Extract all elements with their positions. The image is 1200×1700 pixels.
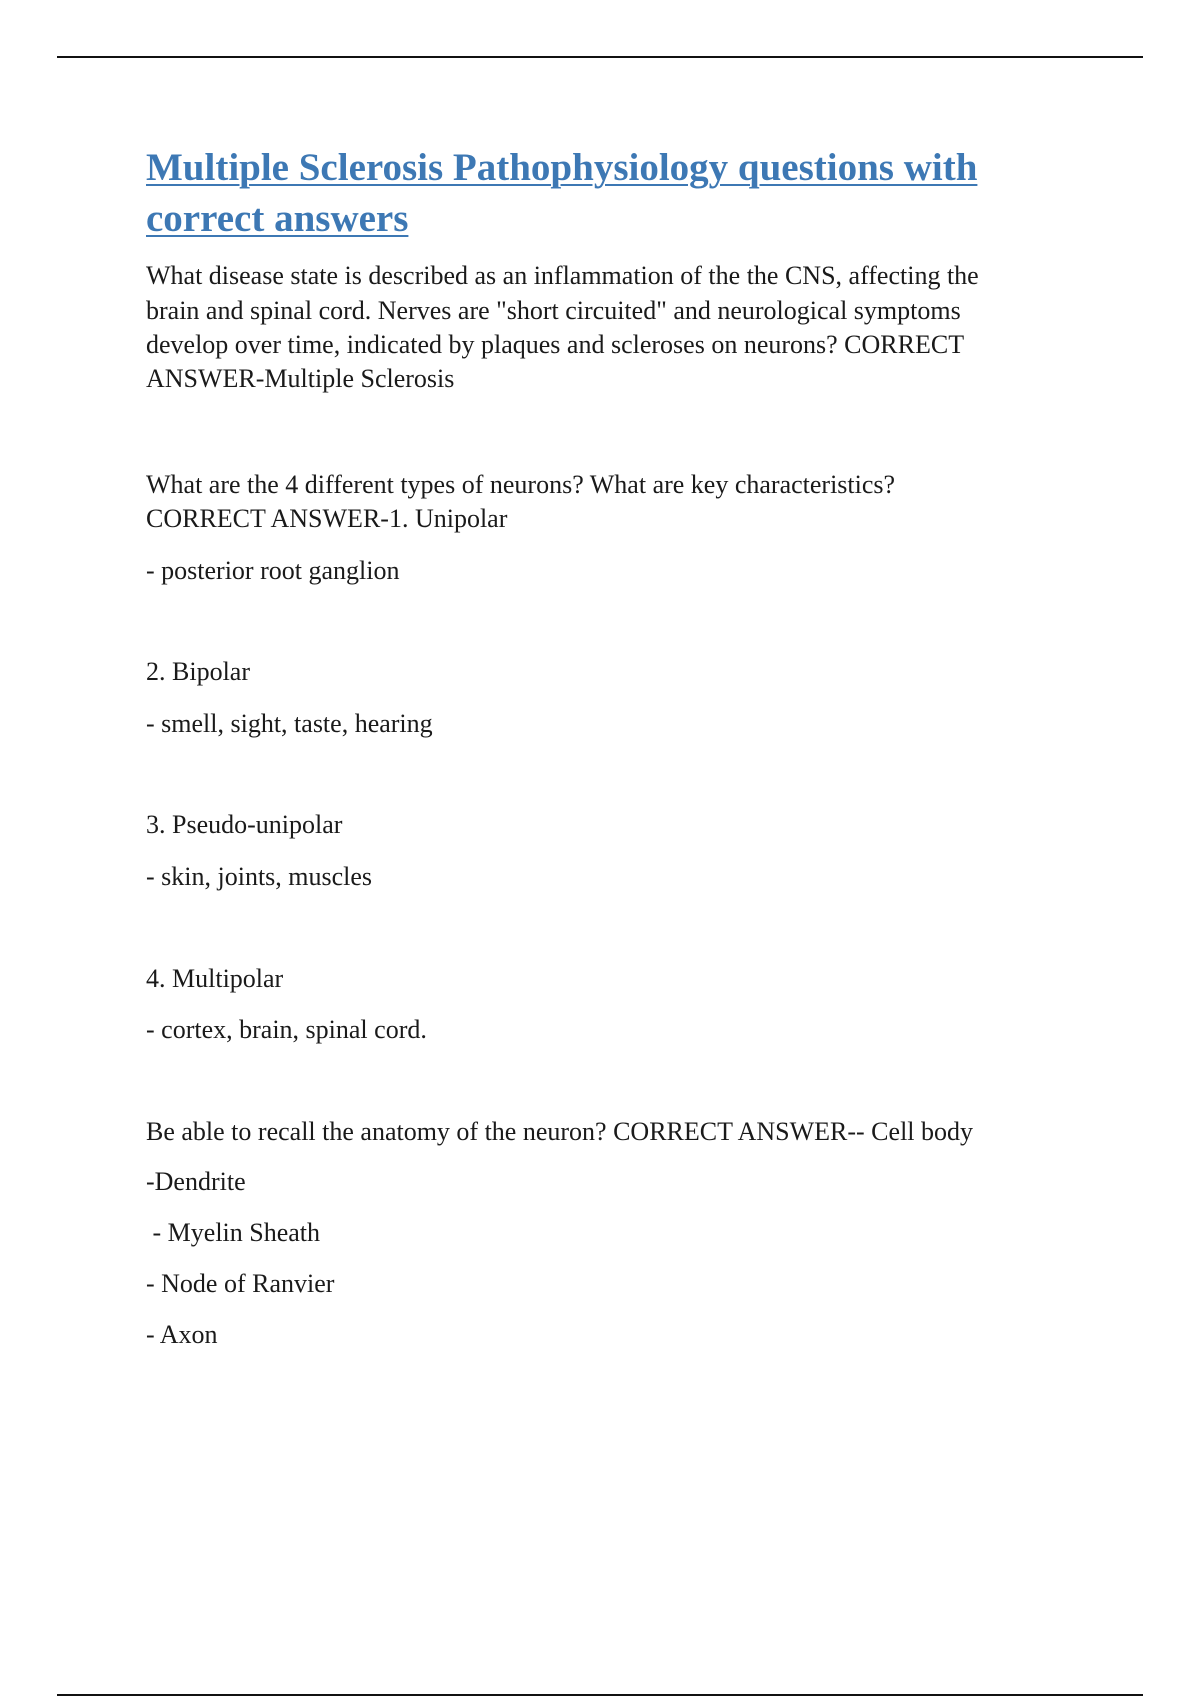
q1-line-4: ANSWER-Multiple Sclerosis bbox=[146, 364, 455, 393]
q2-line-2: CORRECT ANSWER-1. Unipolar bbox=[146, 504, 508, 533]
document-title: Multiple Sclerosis Pathophysiology questions with correct answers bbox=[146, 146, 978, 240]
top-rule bbox=[57, 56, 1143, 58]
q3-item-ranvier: - Node of Ranvier bbox=[146, 1269, 335, 1298]
q3-question: Be able to recall the anatomy of the neuron? CORRECT ANSWER-- Cell body bbox=[146, 1117, 974, 1146]
q2-item-posterior: - posterior root ganglion bbox=[146, 556, 400, 585]
q2-item-pseudo: 3. Pseudo-unipolar bbox=[146, 810, 343, 839]
q2-item-multipolar-desc: - cortex, brain, spinal cord. bbox=[146, 1015, 427, 1044]
q3-item-myelin: - Myelin Sheath bbox=[146, 1218, 321, 1247]
q3-item-dendrite: -Dendrite bbox=[146, 1167, 246, 1196]
q1-line-3: develop over time, indicated by plaques and scleroses on neurons? CORRECT bbox=[146, 330, 965, 359]
q2-item-pseudo-desc: - skin, joints, muscles bbox=[146, 862, 373, 891]
q2-line-1: What are the 4 different types of neurons? What are key characteristics? bbox=[146, 470, 896, 499]
q3-item-axon: - Axon bbox=[146, 1320, 218, 1349]
q1-line-1: What disease state is described as an inflammation of the the CNS, affecting the bbox=[146, 261, 979, 290]
bottom-rule bbox=[57, 1694, 1143, 1696]
q2-item-bipolar: 2. Bipolar bbox=[146, 657, 250, 686]
q2-item-multipolar: 4. Multipolar bbox=[146, 964, 284, 993]
q2-item-bipolar-desc: - smell, sight, taste, hearing bbox=[146, 709, 433, 738]
q1-line-2: brain and spinal cord. Nerves are "short circuited" and neurological symptoms bbox=[146, 296, 961, 325]
